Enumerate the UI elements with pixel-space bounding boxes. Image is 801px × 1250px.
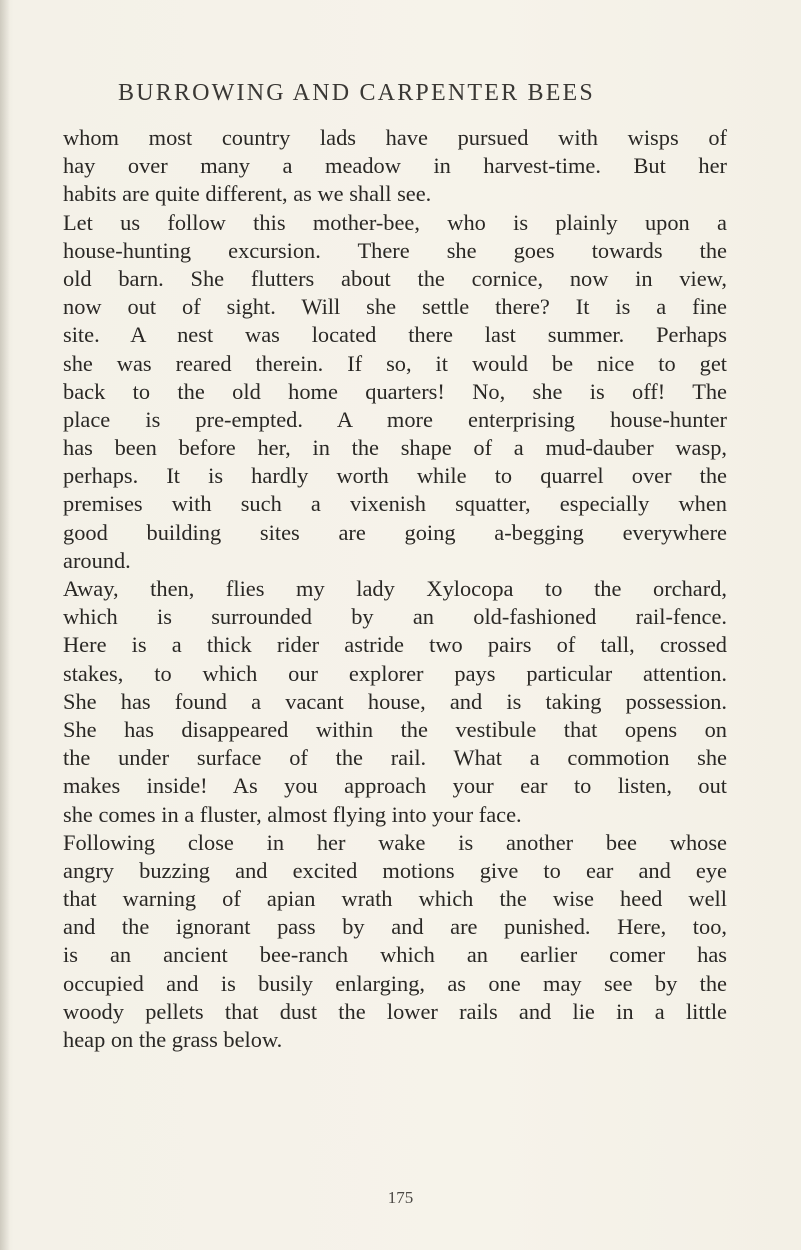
text-line: perhaps. It is hardly worth while to quarrel over the [63, 463, 727, 489]
body-text [63, 124, 727, 1054]
text-line: whom most country lads have pursued with wisps of [63, 125, 727, 150]
text-line: makes inside! As you approach your ear to listen, out [63, 773, 727, 799]
text-line: good building sites are going a-begging everywhere [63, 519, 727, 545]
text-line: which is surrounded by an old-fashioned rail-fence. [63, 604, 727, 630]
page-number: 175 [387, 1188, 414, 1207]
spine-shadow [0, 0, 10, 1250]
text-line: Away, then, flies my lady Xylocopa to the orchard, [63, 576, 727, 601]
text-line: she was reared therein. If so, it would be nice to get [63, 350, 727, 376]
text-line: Here is a thick rider astride two pairs of tall, crossed [63, 632, 727, 658]
text-line: is an ancient bee-ranch which an earlier comer has [63, 942, 727, 968]
text-line: place is pre-empted. A more enterprising house-hunter [63, 406, 727, 432]
text-line: house-hunting excursion. There she goes towards the [63, 237, 727, 263]
text-line: Following close in her wake is another bee whose [63, 829, 727, 855]
text-line: that warning of apian wrath which the wise heed well [63, 886, 727, 912]
text-line: She has found a vacant house, and is taking possession. [63, 688, 727, 714]
text-line: woody pellets that dust the lower rails and lie in a little [63, 998, 727, 1024]
text-line: around. [63, 547, 131, 573]
text-line: heap on the grass below. [63, 1027, 283, 1052]
text-line: occupied and is busily enlarging, as one may see by the [63, 970, 727, 996]
text-line: has been before her, in the shape of a mud-dauber wasp, [63, 435, 727, 461]
text-line: now out of sight. Will she settle there? It is a fine [63, 294, 727, 320]
text-line: premises with such a vixenish squatter, especially when [63, 491, 727, 517]
text-line: and the ignorant pass by and are punished. Here, too, [63, 914, 727, 940]
text-line: site. A nest was located there last summer. Perhaps [63, 322, 727, 348]
text-line: the under surface of the rail. What a commotion she [63, 745, 727, 771]
running-head: BURROWING AND CARPENTER BEES [118, 80, 595, 106]
text-line: habits are quite different, as we shall see. [63, 181, 432, 207]
text-line: Let us follow this mother-bee, who is plainly upon a [63, 209, 727, 235]
text-line: stakes, to which our explorer pays particular attention. [63, 660, 727, 686]
text-line: She has disappeared within the vestibule that opens on [63, 716, 727, 742]
text-line: old barn. She flutters about the cornice, now in view, [63, 265, 727, 291]
text-line: hay over many a meadow in harvest-time. But her [63, 153, 727, 179]
text-line: angry buzzing and excited motions give to ear and eye [63, 857, 727, 883]
text-line: back to the old home quarters! No, she is off! The [63, 378, 727, 404]
text-line: she comes in a fluster, almost flying into your face. [63, 801, 522, 827]
